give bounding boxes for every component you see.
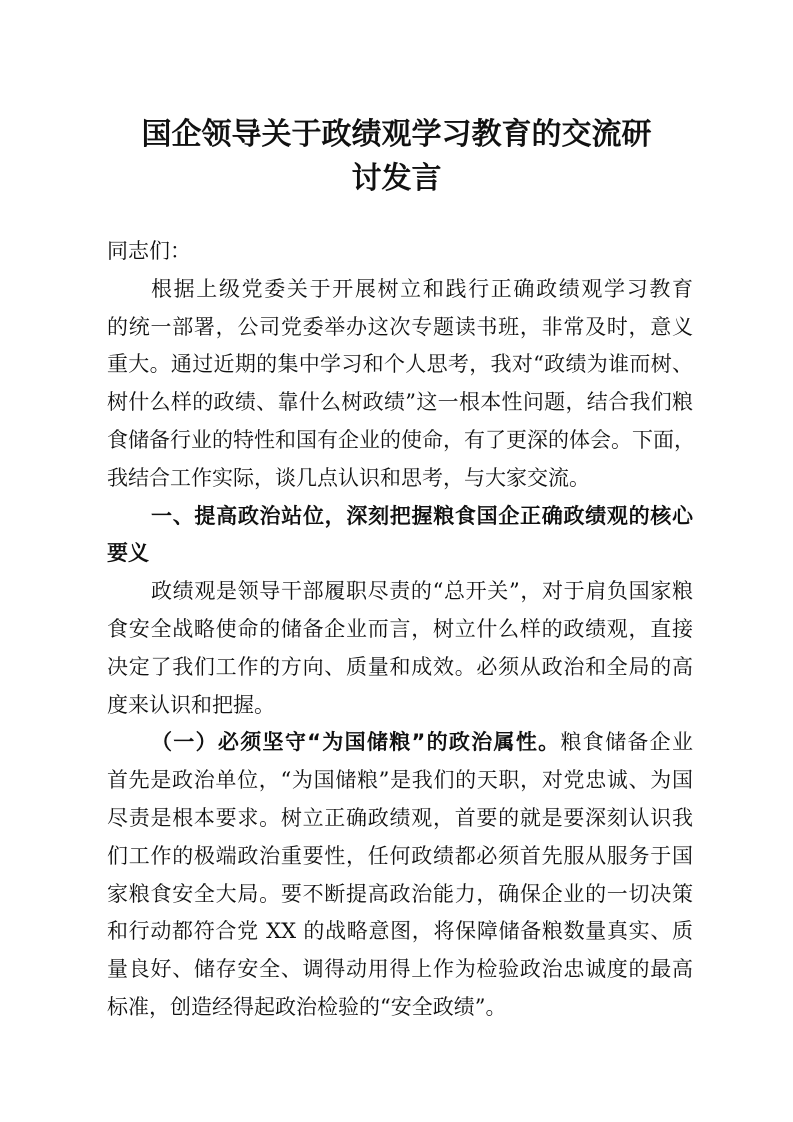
text-line: 重大。通过近期的集中学习和个人思考，我对“政绩为谁而树、	[107, 352, 693, 377]
text-line: 决定了我们工作的方向、质量和成效。必须从政治和全局的高	[107, 654, 693, 679]
text-line: 食安全战略使命的储备企业而言，树立什么样的政绩观，直接	[107, 616, 693, 641]
text-line: 量良好、储存安全、调得动用得上作为检验政治忠诚度的最高	[107, 957, 693, 982]
text-line: 和行动都符合党 XX 的战略意图，将保障储备粮数量真实、质	[107, 919, 693, 944]
text-line: 根据上级党委关于开展树立和践行正确政绩观学习教育	[151, 276, 693, 301]
title-line: 讨发言	[351, 161, 442, 196]
text-run: 粮食储备企业	[560, 730, 693, 755]
section-heading-1	[107, 498, 693, 574]
text-line: 食储备行业的特性和国有企业的使命，有了更深的体会。下面，	[107, 427, 695, 452]
text-line: 政绩观是领导干部履职尽责的“总开关”，对于肩负国家粮	[151, 579, 693, 604]
paragraph-2	[107, 573, 693, 724]
text-line: 度来认识和把握。	[107, 692, 275, 717]
document-title	[0, 113, 793, 201]
salutation: 同志们：	[107, 239, 191, 263]
text-line: 家粮食安全大局。要不断提高政治能力，确保企业的一切决策	[107, 881, 693, 906]
heading-line: 要义	[107, 541, 149, 566]
title-line: 国企领导关于政绩观学习教育的交流研	[141, 117, 652, 152]
text-line	[107, 724, 693, 762]
paragraph-intro	[107, 271, 693, 498]
heading-line: 一、提高政治站位，深刻把握粮食国企正确政绩观的核心	[151, 503, 693, 528]
text-line: 们工作的极端政治重要性，任何政绩都必须首先服从服务于国	[107, 843, 693, 868]
text-line: 我结合工作实际，谈几点认识和思考，与大家交流。	[107, 465, 590, 490]
text-line: 标准，创造经得起政治检验的“安全政绩”。	[107, 994, 507, 1019]
text-line: 树什么样的政绩、靠什么树政绩”这一根本性问题，结合我们粮	[107, 390, 693, 415]
paragraph-3	[107, 724, 693, 1026]
text-line: 首先是政治单位，“为国储粮”是我们的天职，对党忠诚、为国	[107, 768, 693, 793]
text-line: 的统一部署，公司党委举办这次专题读书班，非常及时，意义	[107, 314, 693, 339]
document-body	[107, 233, 693, 1027]
subheading-lead: （一）必须坚守“为国储粮”的政治属性。	[151, 730, 561, 755]
text-line: 尽责是根本要求。树立正确政绩观，首要的就是要深刻认识我	[107, 805, 693, 830]
